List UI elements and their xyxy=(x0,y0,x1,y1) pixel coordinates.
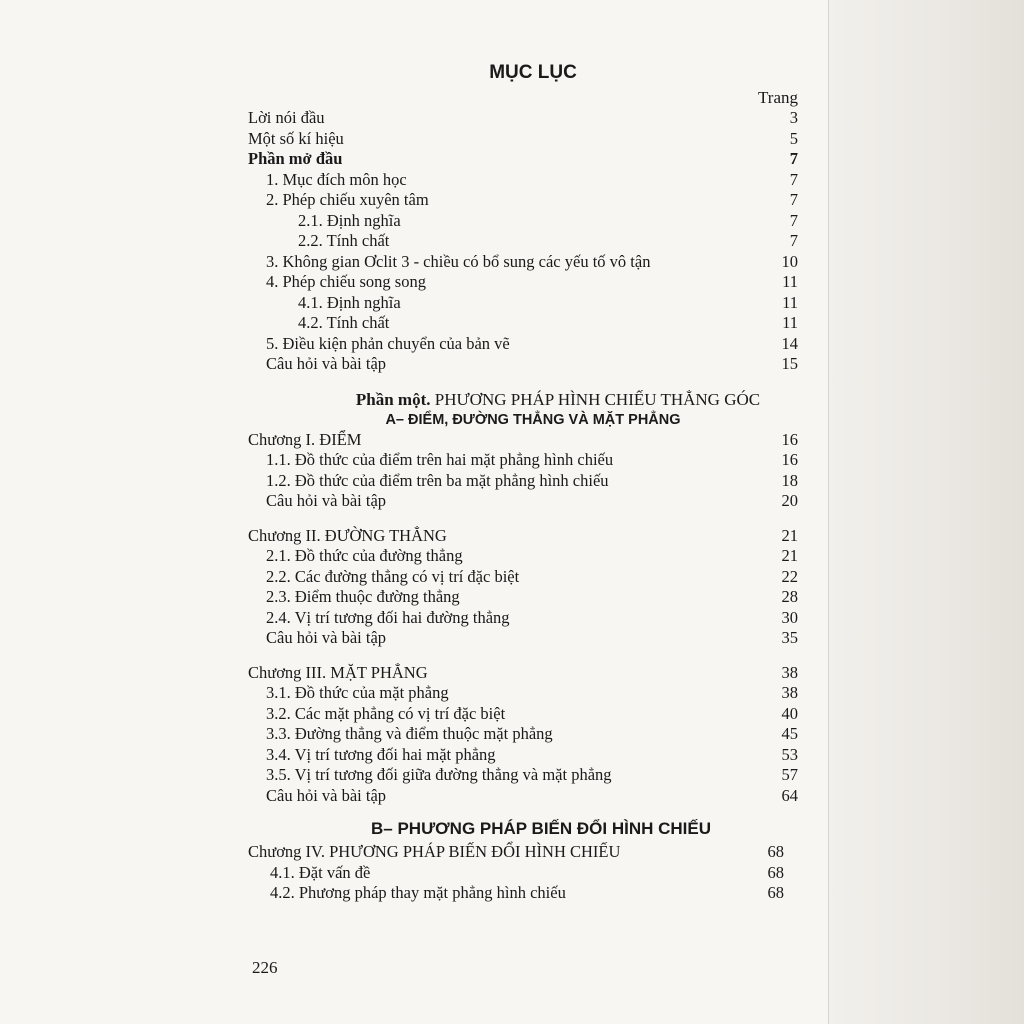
toc-entry-title: 4.2. Phương pháp thay mặt phẳng hình chiếu xyxy=(270,883,566,902)
toc-entry-page: 68 xyxy=(767,883,784,902)
toc-entry-title: 2.3. Điểm thuộc đường thẳng xyxy=(266,587,460,606)
toc-entry-title: 1.1. Đồ thức của điểm trên hai mặt phẳng hình chiếu xyxy=(266,450,614,469)
toc-entry-title: 3.3. Đường thẳng và điểm thuộc mặt phẳng xyxy=(266,724,553,743)
toc-entry xyxy=(248,704,798,725)
toc-entry-title: Lời nói đầu xyxy=(248,108,325,127)
toc-entry-title: 2.4. Vị trí tương đối hai đường thẳng xyxy=(266,607,510,627)
toc-entry-page: 11 xyxy=(782,272,798,291)
toc-entry-title: 3.4. Vị trí tương đối hai mặt phẳng xyxy=(266,744,496,764)
toc-entry xyxy=(248,231,798,252)
table-of-contents xyxy=(248,58,798,904)
toc-entry-page: 30 xyxy=(781,607,798,627)
toc-entry-title: 3.2. Các mặt phẳng có vị trí đặc biệt xyxy=(266,703,506,723)
toc-entry xyxy=(248,211,798,232)
toc-entry xyxy=(248,190,798,211)
toc-entry xyxy=(248,471,798,492)
page-number: 226 xyxy=(252,958,278,977)
toc-entry-page: 7 xyxy=(789,210,798,230)
toc-entry xyxy=(248,313,798,334)
toc-entry-title: Câu hỏi và bài tập xyxy=(266,628,387,647)
toc-entry-page: 11 xyxy=(782,313,798,332)
toc-entry xyxy=(248,129,798,150)
toc-entry xyxy=(248,863,798,884)
part-one-title xyxy=(318,389,798,411)
toc-entry-page: 16 xyxy=(781,450,798,469)
part-one-name: PHƯƠNG PHÁP HÌNH CHIẾU THẲNG GÓC xyxy=(434,389,761,409)
toc-entry xyxy=(248,663,798,684)
toc-entry-title: 2. Phép chiếu xuyên tâm xyxy=(266,190,429,209)
toc-entry-title: Chương IV. PHƯƠNG PHÁP BIẾN ĐỔI HÌNH CHIẾU xyxy=(248,842,621,861)
toc-entry-page: 38 xyxy=(781,683,798,702)
toc-entry xyxy=(248,526,798,547)
toc-entry xyxy=(248,842,798,863)
toc-entry-title: Câu hỏi và bài tập xyxy=(266,354,387,373)
toc-entry-page: 7 xyxy=(789,190,798,209)
toc-entry-title: 2.1. Đồ thức của đường thẳng xyxy=(266,546,463,565)
toc-entry-title: 1. Mục đích môn học xyxy=(266,169,407,189)
toc-entry xyxy=(248,108,798,129)
toc-entry-page: 64 xyxy=(781,785,798,805)
toc-entry-page: 7 xyxy=(789,149,798,168)
toc-entry xyxy=(248,786,798,807)
toc-entry-title: 3.5. Vị trí tương đối giữa đường thẳng và mặt phẳng xyxy=(266,765,612,784)
toc-entry xyxy=(248,724,798,745)
toc-entry-title: 4. Phép chiếu song song xyxy=(266,272,426,291)
toc-entry-page: 20 xyxy=(781,491,798,510)
toc-entry xyxy=(248,491,798,512)
toc-entry-page: 40 xyxy=(781,703,798,723)
toc-entry xyxy=(248,272,798,293)
toc-chapter-1 xyxy=(248,430,798,512)
section-a-title: A– ĐIỂM, ĐƯỜNG THẲNG VÀ MẶT PHẲNG xyxy=(385,411,681,428)
toc-entry-page: 53 xyxy=(781,744,798,764)
toc-entry xyxy=(248,587,798,608)
facing-page-edge xyxy=(824,0,1024,1024)
toc-entry xyxy=(248,149,798,170)
toc-entry xyxy=(248,765,798,786)
toc-entry-page: 21 xyxy=(781,525,798,545)
toc-entry xyxy=(248,293,798,314)
toc-entry-page: 14 xyxy=(781,333,798,353)
toc-entry-page: 10 xyxy=(781,251,798,271)
toc-entry-page: 45 xyxy=(781,724,798,743)
toc-entry-page: 35 xyxy=(781,628,798,647)
toc-entry xyxy=(248,883,798,904)
toc-chapter-4 xyxy=(248,842,798,904)
toc-entry-title: 3. Không gian Ơclit 3 - chiều có bổ sung các yếu tố vô tận xyxy=(266,251,651,271)
page-column-label: Trang xyxy=(758,88,798,107)
toc-entry xyxy=(248,683,798,704)
toc-entry-title: 2.2. Tính chất xyxy=(298,231,390,250)
toc-entry-page: 57 xyxy=(781,765,798,784)
toc-entry xyxy=(248,546,798,567)
toc-entry-title: 2.2. Các đường thẳng có vị trí đặc biệt xyxy=(266,566,520,586)
toc-entry xyxy=(248,628,798,649)
toc-chapter-3 xyxy=(248,663,798,807)
toc-entry xyxy=(248,430,798,451)
toc-entry-title: 4.2. Tính chất xyxy=(298,313,390,332)
toc-entry xyxy=(248,608,798,629)
part-one-prefix: Phần một. xyxy=(355,389,431,409)
toc-entry-title: 4.1. Định nghĩa xyxy=(298,292,401,312)
toc-entry xyxy=(248,252,798,273)
toc-entry-page: 16 xyxy=(781,429,798,449)
toc-entry xyxy=(248,354,798,375)
toc-entry-title: Chương III. MẶT PHẲNG xyxy=(248,662,428,682)
toc-entry-page: 68 xyxy=(767,862,784,882)
toc-entry xyxy=(248,567,798,588)
toc-entry-title: 4.1. Đặt vấn đề xyxy=(270,862,371,882)
toc-entry-page: 22 xyxy=(781,566,798,586)
toc-entry-page: 3 xyxy=(789,108,798,127)
toc-entry-title: Chương II. ĐƯỜNG THẲNG xyxy=(248,525,447,545)
toc-entry-page: 5 xyxy=(789,128,798,148)
toc-entry-title: 1.2. Đồ thức của điểm trên ba mặt phẳng hình chiếu xyxy=(266,470,609,490)
toc-entry xyxy=(248,170,798,191)
toc-entry-page: 18 xyxy=(781,470,798,490)
toc-entry-title: 3.1. Đồ thức của mặt phẳng xyxy=(266,683,449,702)
toc-entry-page: 21 xyxy=(781,546,798,565)
toc-entry-title: Chương I. ĐIỂM xyxy=(248,429,362,449)
toc-entry xyxy=(248,745,798,766)
section-b-title: B– PHƯƠNG PHÁP BIẾN ĐỔI HÌNH CHIẾU xyxy=(371,819,711,838)
toc-entry-title: Câu hỏi và bài tập xyxy=(266,491,387,510)
toc-entry-page: 68 xyxy=(767,842,784,861)
toc-entry-page: 38 xyxy=(781,662,798,682)
toc-entry-page: 15 xyxy=(781,354,798,373)
toc-entry-title: Một số kí hiệu xyxy=(248,128,344,148)
toc-entry-title: 5. Điều kiện phản chuyển của bản vẽ xyxy=(266,333,510,353)
toc-entry-page: 7 xyxy=(789,231,798,250)
toc-heading: MỤC LỤC xyxy=(489,62,577,83)
toc-entry-title: 2.1. Định nghĩa xyxy=(298,210,401,230)
toc-entry xyxy=(248,334,798,355)
toc-entry xyxy=(248,450,798,471)
toc-entry-title: Phần mở đầu xyxy=(248,149,343,168)
toc-chapter-2 xyxy=(248,526,798,649)
toc-entry-page: 11 xyxy=(782,292,798,312)
toc-entry-page: 28 xyxy=(781,587,798,606)
toc-entry-title: Câu hỏi và bài tập xyxy=(266,785,387,805)
toc-entry-page: 7 xyxy=(789,169,798,189)
toc-front-matter xyxy=(248,108,798,375)
